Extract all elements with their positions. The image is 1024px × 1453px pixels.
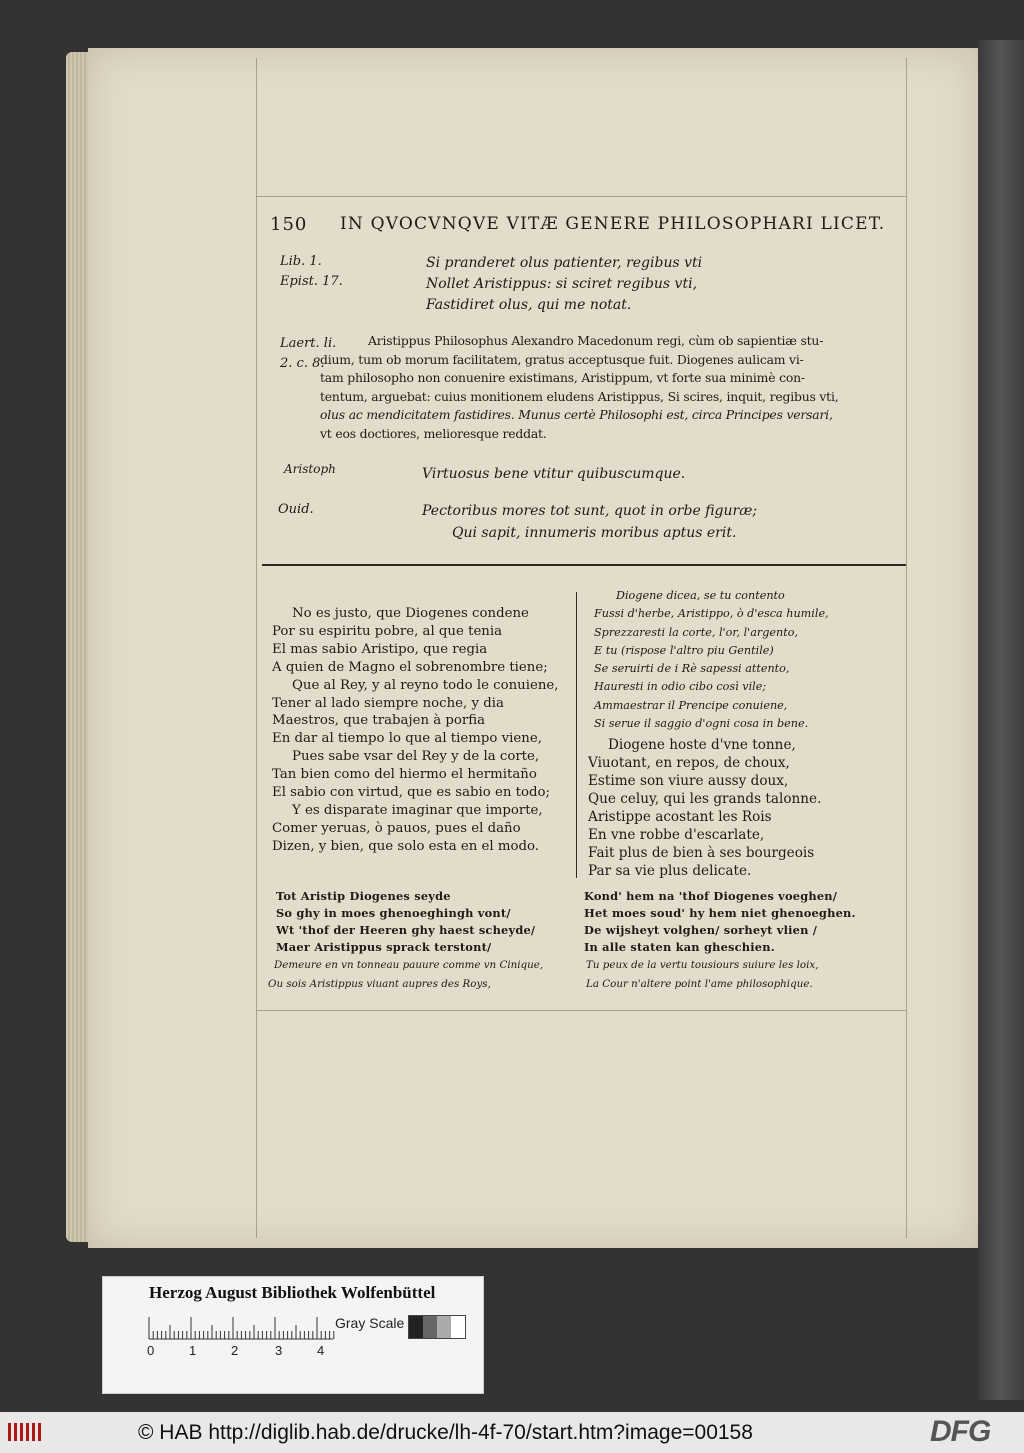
right-margin-rule [906,58,907,1238]
bottom-rule [256,1010,906,1011]
reference-card [102,1276,484,1394]
hab-logo-icon [6,1420,46,1444]
prose-paragraph: Aristippus Philosophus Alexandro Macedonum regi, cùm ob sapientiæ stu- dium, tum ob morum facilitatem, gratus acceptusque fuit. Diogenes aulicam vi- tam philosopho non conuenire existimans, Aristippum, vt forte sua minimè con- tentum, arguebat: cuius monitionem eludens Aristippus, Si scires, inquit, regibus vti, olus ac mendicitatem fastidires. Munus certè Philosophi est, circa Principes versari, vt eos doctiores, melioresque reddat. [320,333,839,441]
ruler [147,1313,337,1347]
column-divider [576,592,577,878]
french-poem: Diogene hoste d'vne tonne, Viuotant, en repos, de choux, Estime son viure aussy doux, Que celuy, qui les grands talonne. Aristippe acostant les Rois En vne robbe d'escarlate, Fait plus de bien à ses bourgeois Par sa vie plus delicate. [588,737,822,879]
library-name: Herzog August Bibliothek Wolfenbüttel [149,1283,436,1302]
page-number: 150 [270,214,308,235]
spanish-poem: No es justo, que Diogenes condene Por su espiritu pobre, al que tenia El mas sabio Aristipo, que regia A quien de Magno el sobrenombre tiene; Que al Rey, y al reyno todo le conuiene, Tener al lado siempre noche, y dia Maestros, que trabajen à porfia En dar al tiempo lo que al tiempo viene, Pues sabe vsar del Rey y de la corte, Tan bien como del hiermo el hermitaño El sabio con virtud, que es sabio en todo; Y es disparate imaginar que importe, Comer yeruas, ò pauos, pues el daño Dizen, y bien, que solo esta en el modo. [272,606,559,854]
french-couplet-left: Demeure en vn tonneau pauure comme vn Cinique, Ou sois Aristippus viuant aupres des Roys, [268,959,544,990]
footer-bar [0,1412,1024,1453]
gray-scale-label: Gray Scale [335,1315,405,1331]
next-page-edge [978,40,1024,1400]
margin-ref: Lib. 1. [280,254,322,269]
dfg-logo: DFG [930,1415,991,1448]
margin-ref: Epist. 17. [280,274,343,289]
margin-ref: Laert. li. [280,336,337,351]
tick-label: 1 [189,1343,197,1358]
top-rule [256,196,906,197]
running-head: IN QVOCVNQVE VITÆ GENERE PHILOSOPHARI LICET. [340,214,886,234]
margin-ref: Aristoph [284,462,336,476]
tick-label: 2 [231,1343,239,1358]
italian-poem: Diogene dicea, se tu contento Fussi d'herbe, Aristippo, ò d'esca humile, Sprezzaresti la corte, l'or, l'argento, E tu (rispose l'altro piu Gentile) Se seruirti de i Rè sapessi attento, Hauresti in odio cibo così vile; Ammaestrar il Prencipe conuiene, Si serue il saggio d'ogni cosa in bene. [594,589,829,731]
copyright-url[interactable]: © HAB http://diglib.hab.de/drucke/lh-4f-70/start.htm?image=00158 [138,1421,753,1444]
dutch-verse-left: Tot Aristip Diogenes seyde So ghy in moes ghenoeghingh vont/ Wt 'thof der Heeren ghy haest scheyde/ Maer Aristippus sprack terstont/ [276,889,536,954]
horace-quote: Si pranderet olus patienter, regibus vti Nollet Aristippus: si sciret regibus vti, Fastidiret olus, qui me notat. [426,255,703,313]
french-couplet-right: Tu peux de la vertu tousiours suiure les loix, La Cour n'altere point l'ame philosophique. [586,959,819,990]
ovid-quote: Pectoribus mores tot sunt, quot in orbe figuræ; Qui sapit, innumeris moribus aptus erit. [422,503,758,541]
tick-label: 0 [147,1343,155,1358]
aristoph-quote: Virtuosus bene vtitur quibuscumque. [422,466,686,482]
margin-ref: Ouid. [278,502,314,517]
margin-ref: 2. c. 8. [280,356,325,371]
tick-label: 4 [317,1343,325,1358]
tick-label: 3 [275,1343,283,1358]
book-page [88,48,978,1248]
gray-scale-swatch [408,1315,466,1339]
dutch-verse-right: Kond' hem na 'thof Diogenes voeghen/ Het moes soud' hy hem niet ghenoeghen. De wijsheyt volghen/ sorheyt vlien / In alle staten kan gheschien. [584,889,856,954]
left-margin-rule [256,58,257,1238]
section-divider [262,564,906,566]
